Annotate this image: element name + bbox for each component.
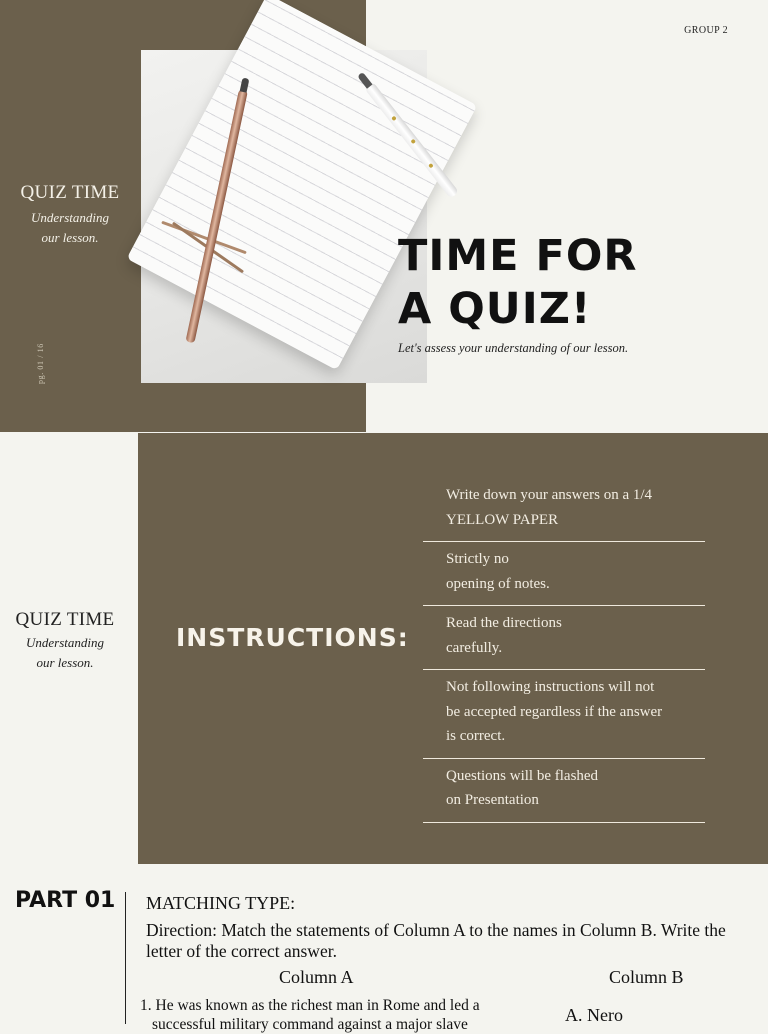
- hero-subtitle: Let's assess your understanding of our lesson.: [398, 341, 629, 355]
- page-number: pg. 01 / 16: [36, 343, 45, 384]
- instruction-item: Not following instructions will not be accepted regardless if the answer is correct.: [423, 670, 705, 759]
- divider-line: [125, 892, 126, 1024]
- matching-type-heading: MATCHING TYPE:: [146, 893, 296, 913]
- instructions-list: [423, 478, 705, 823]
- question-1: 1. He was known as the richest man in Rome and led a successful military command against a major slave: [140, 997, 480, 1033]
- instruction-item: Questions will be flashed on Presentation: [423, 759, 705, 823]
- instruction-item: Read the directions carefully.: [423, 606, 705, 670]
- direction-text: Direction: Match the statements of Column A to the names in Column B. Write the letter of the correct answer.: [146, 920, 726, 961]
- slide2-brand: [0, 609, 130, 673]
- hero-title: TIME FOR A QUIZ!: [398, 231, 638, 334]
- instruction-item: Strictly no opening of notes.: [423, 542, 705, 606]
- part-label: PART 01: [15, 888, 116, 913]
- slide1-brand-subtitle: Understanding our lesson.: [31, 210, 109, 245]
- instruction-item: Write down your answers on a 1/4 YELLOW PAPER: [423, 478, 705, 542]
- slide2-brand-title: QUIZ TIME: [15, 609, 115, 630]
- column-a-heading: Column A: [279, 967, 354, 987]
- notebook-pen-photo: [141, 50, 427, 383]
- instructions-title: INSTRUCTIONS:: [176, 623, 409, 652]
- answer-a: A. Nero: [565, 1005, 623, 1025]
- slide1-brand: [0, 182, 140, 248]
- column-b-heading: Column B: [609, 967, 684, 987]
- slide2-brand-subtitle: Understanding our lesson.: [26, 635, 104, 670]
- group-label: GROUP 2: [684, 25, 728, 36]
- slide1-brand-title: QUIZ TIME: [20, 182, 120, 203]
